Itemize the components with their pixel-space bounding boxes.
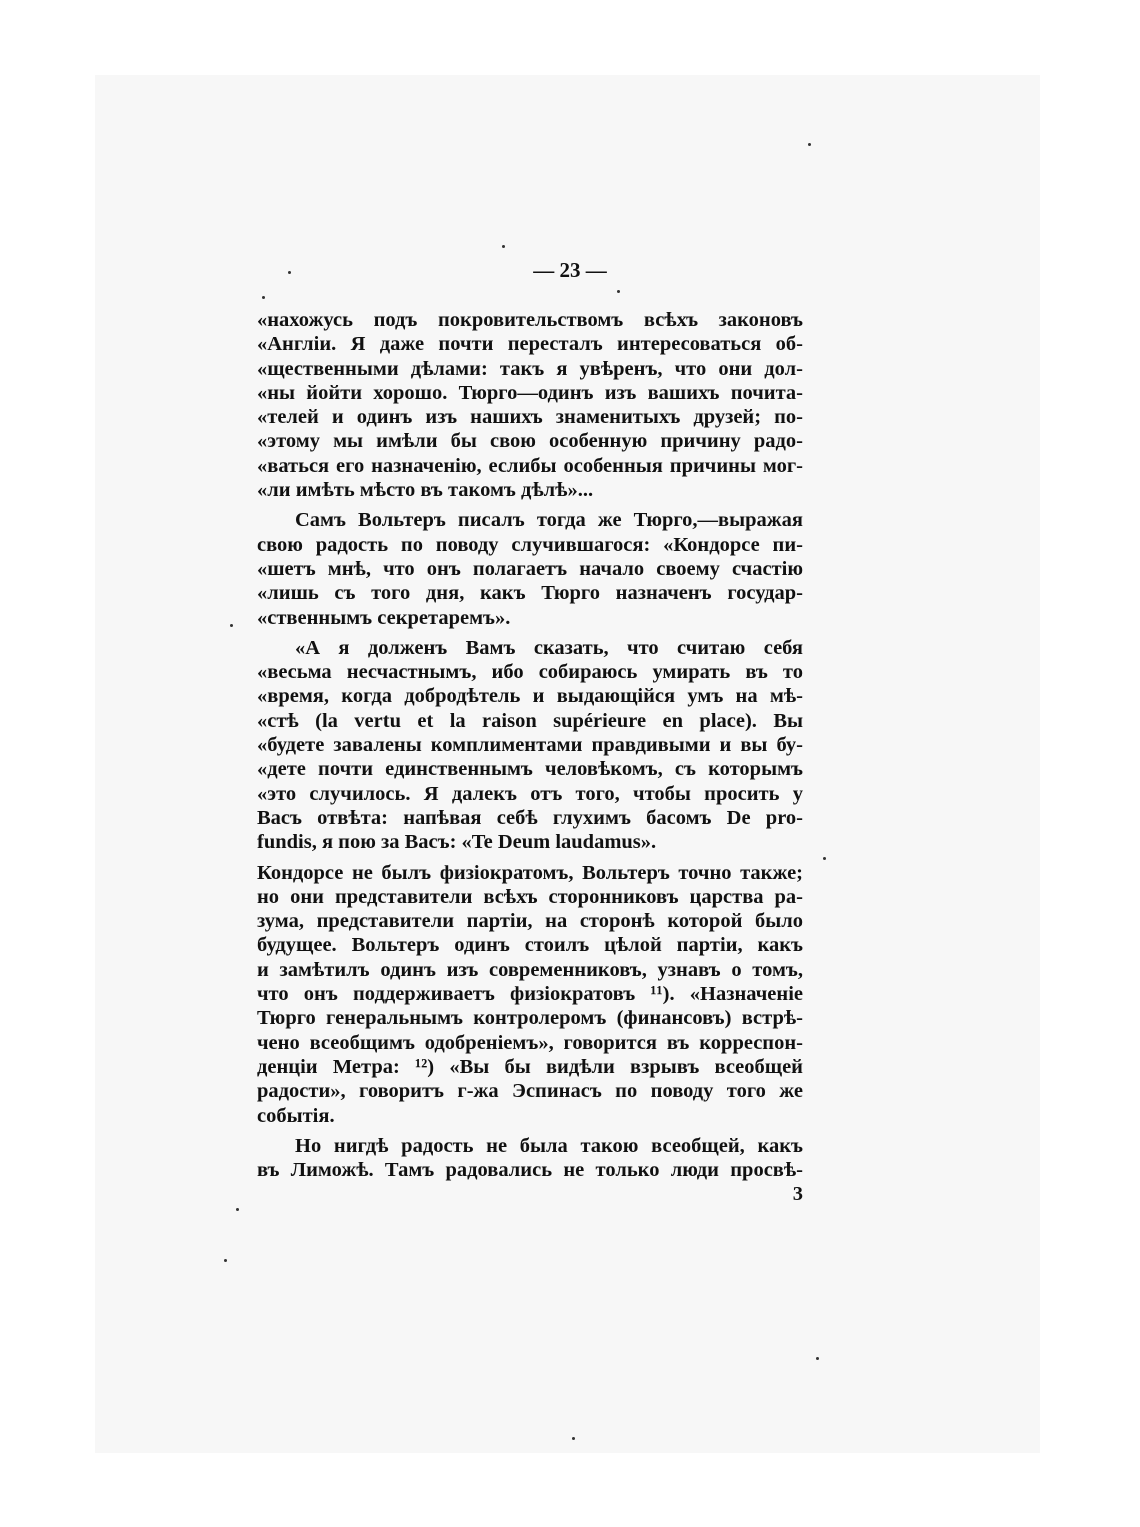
text-line: «А я долженъ Вамъ сказать, что считаю себя xyxy=(295,636,803,659)
text-line: Тюрго генеральнымъ контролеромъ (финансовъ) встрѣ- xyxy=(257,1007,803,1030)
text-line: «весьма несчастнымъ, ибо собираюсь умирать въ то xyxy=(257,661,803,684)
body-text xyxy=(257,308,803,1207)
scan-speck xyxy=(808,143,811,146)
page-number: — 23 — xyxy=(533,258,607,282)
text-line: «шетъ мнѣ, что онъ полагаетъ начало своему счастію xyxy=(257,557,803,580)
text-line: «дете почти единственнымъ человѣкомъ, съ которымъ xyxy=(257,758,803,781)
text-line: чено всеобщимъ одобреніемъ», говорится въ корреспон- xyxy=(257,1031,803,1054)
text-line: «телей и одинъ изъ нашихъ знаменитыхъ друзей; по- xyxy=(257,406,803,429)
text-line: «нахожусь подъ покровительствомъ всѣхъ законовъ xyxy=(257,309,803,331)
text-line: радости», говоритъ г-жа Эспинасъ по поводу того же xyxy=(257,1080,803,1103)
text-line: Васъ отвѣта: напѣвая себѣ глухимъ басомъ De pro- xyxy=(257,806,803,829)
text-line: «это случилось. Я далекъ отъ того, чтобы просить у xyxy=(257,782,803,805)
scan-speck xyxy=(502,245,505,248)
text-line: и замѣтилъ одинъ изъ современниковъ, узнавъ о томъ, xyxy=(257,958,803,981)
text-line: что онъ поддерживаетъ физіократовъ ¹¹). «Назначеніе xyxy=(257,983,803,1006)
scan-speck xyxy=(816,1357,819,1360)
text-line: Кондорсе не былъ физіократомъ, Вольтеръ точно также; xyxy=(257,861,803,884)
text-line: будущее. Вольтеръ одинъ стоилъ цѣлой партіи, какъ xyxy=(257,934,803,957)
text-line: fundis, я пою за Васъ: «Te Deum laudamus». xyxy=(257,831,657,854)
text-line: «стѣ (la vertu et la raison supérieure en place). Вы xyxy=(257,709,803,732)
text-line: «ны йойти хорошо. Тюрго—одинъ изъ вашихъ почита- xyxy=(257,381,803,404)
scan-speck xyxy=(224,1259,227,1262)
scan-speck xyxy=(288,271,291,274)
text-line: Самъ Вольтеръ писалъ тогда же Тюрго,—выражая xyxy=(295,509,803,532)
scan-speck xyxy=(617,290,620,293)
text-line: «будете завалены комплиментами правдивыми и вы бу- xyxy=(257,734,803,757)
text-line: денціи Метра: ¹²) «Вы бы видѣли взрывъ всеобщей xyxy=(257,1055,803,1078)
text-line: «этому мы имѣли бы свою особенную причину радо- xyxy=(257,430,803,453)
scan-speck xyxy=(572,1437,575,1440)
text-line: событія. xyxy=(257,1104,335,1127)
text-line: Но нигдѣ радость не была такою всеобщей, какъ xyxy=(295,1134,803,1157)
text-line: въ Лиможѣ. Тамъ радовались не только люди просвѣ- xyxy=(257,1159,803,1182)
scan-speck xyxy=(236,1208,239,1211)
text-line: но они представители всѣхъ сторонниковъ царства ра- xyxy=(257,885,803,908)
text-line: «лишь съ того дня, какъ Тюрго назначенъ государ- xyxy=(257,582,803,605)
scan-speck xyxy=(262,296,265,299)
text-line: зума, представители партіи, на сторонѣ которой было xyxy=(257,910,803,933)
text-line: «ственнымъ секретаремъ». xyxy=(257,606,511,629)
signature-mark: 3 xyxy=(792,1183,803,1206)
scan-speck xyxy=(230,624,233,627)
scan-speck xyxy=(823,857,826,860)
text-line: «ли имѣть мѣсто въ такомъ дѣлѣ»... xyxy=(257,479,594,502)
text-line: «ваться его назначенію, еслибы особенныя причины мог- xyxy=(257,454,803,477)
text-line: «время, когда добродѣтель и выдающійся умъ на мѣ- xyxy=(257,685,803,708)
text-line: «щественными дѣлами: такъ я увѣренъ, что они дол- xyxy=(257,357,803,380)
text-line: «Англіи. Я даже почти пересталъ интересоваться об- xyxy=(257,333,803,356)
text-line: свою радость по поводу случившагося: «Кондорсе пи- xyxy=(257,533,803,556)
